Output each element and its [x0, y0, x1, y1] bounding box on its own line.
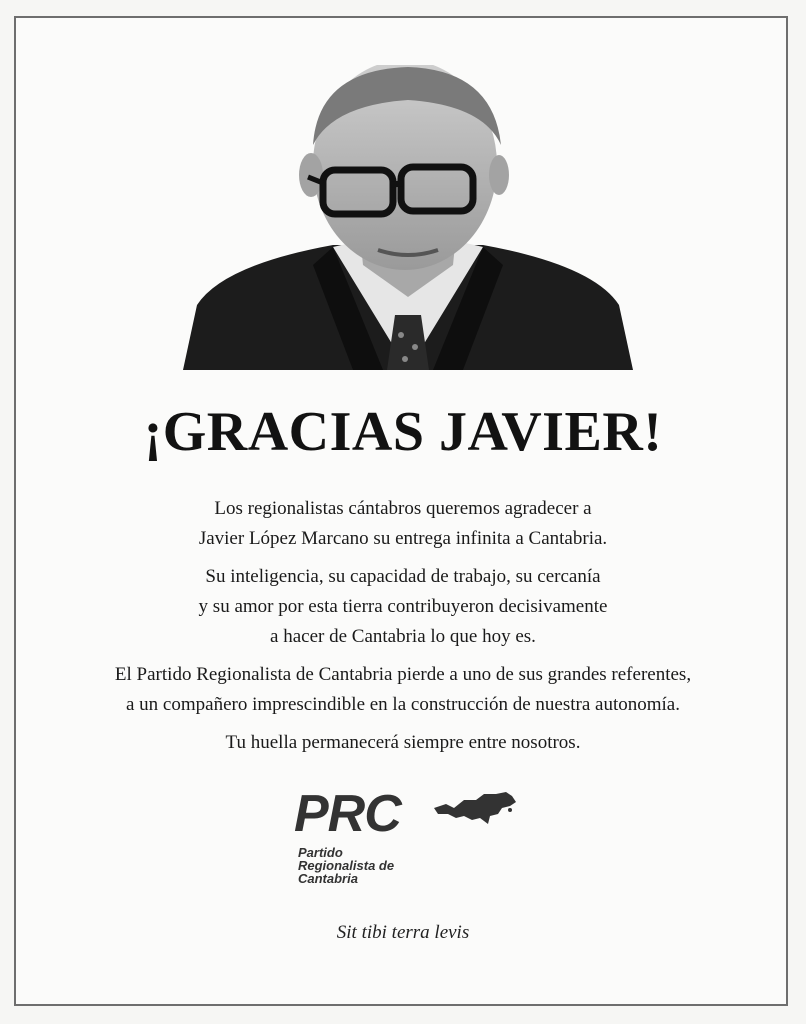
paragraph-1 — [40, 494, 766, 554]
text-line: El Partido Regionalista de Cantabria pierde a uno de sus grandes referentes, — [114, 664, 692, 685]
paragraph-2 — [40, 562, 766, 652]
cantabria-map-icon — [432, 788, 518, 830]
logo-line: Regionalista de — [298, 858, 395, 873]
motto: Sit tibi terra levis — [336, 922, 470, 943]
text-line: a un compañero imprescindible en la construcción de nuestra autonomía. — [126, 694, 680, 715]
text-line: Javier López Marcano su entrega infinita a Cantabria. — [198, 528, 608, 549]
prc-logo — [290, 780, 530, 900]
message-body — [40, 494, 766, 766]
paragraph-4 — [40, 728, 766, 758]
paragraph-3 — [40, 660, 766, 720]
headline: ¡GRACIAS JAVIER! — [143, 401, 663, 463]
text-line: Tu huella permanecerá siempre entre nosotros. — [225, 732, 581, 753]
text-line: a hacer de Cantabria lo que hoy es. — [270, 626, 536, 647]
logo-line: Cantabria — [298, 871, 358, 886]
logo-line: Partido — [298, 845, 343, 860]
text-line: Los regionalistas cántabros queremos agradecer a — [214, 498, 592, 519]
portrait-photo — [183, 65, 633, 370]
logo-subtitle — [298, 846, 394, 885]
text-line: y su amor por esta tierra contribuyeron decisivamente — [198, 596, 608, 617]
logo-letters: PRC — [294, 785, 401, 843]
text-line: Su inteligencia, su capacidad de trabajo, su cercanía — [205, 566, 601, 587]
